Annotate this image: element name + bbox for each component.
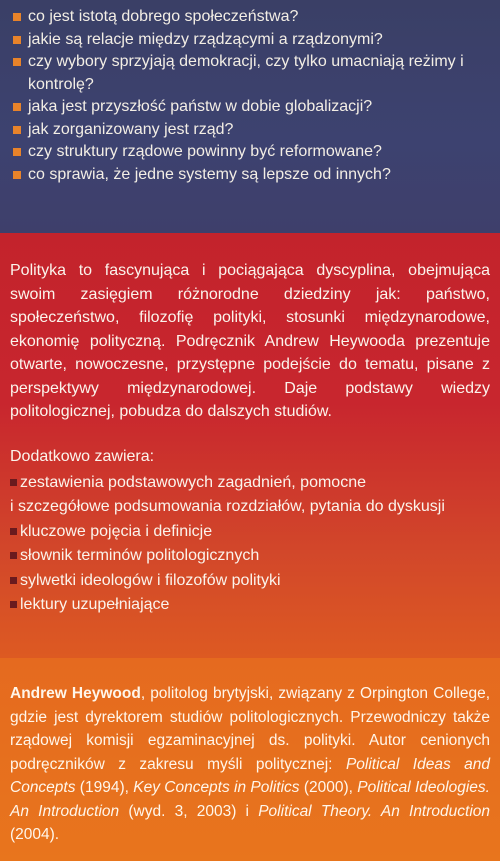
extras-item-text: kluczowe pojęcia i definicje — [20, 522, 213, 540]
extras-item-text: lektury uzupełniające — [20, 596, 170, 613]
square-bullet-icon — [13, 126, 21, 134]
extras-item — [10, 544, 490, 569]
author-bio-text: , politolog brytyjski, związany z Orpington College, gdzie jest dyrektorem studiów politologicznych. Przewodniczy także rządowej komisji egzaminacyjnej ds. polityki. Autor cenionych podręczników z zakresu myśli politycznej: — [10, 685, 490, 773]
question-text: czy struktury rządowe powinny być reformowane? — [28, 143, 382, 160]
extras-item-text: słownik terminów politologicznych — [20, 547, 260, 564]
extras-item — [10, 593, 490, 618]
square-bullet-icon — [13, 36, 21, 44]
book-title: Political Ideas and Concepts — [10, 755, 490, 796]
question-text: jaka jest przyszłość państw w dobie globalizacji? — [28, 98, 373, 115]
questions-list — [10, 6, 488, 186]
square-bullet-icon — [13, 13, 21, 21]
extras-heading: Dodatkowo zawiera: — [10, 447, 155, 465]
square-bullet-icon — [13, 171, 21, 179]
square-bullet-icon — [10, 577, 17, 584]
square-bullet-icon — [10, 601, 17, 608]
extras-item — [10, 471, 490, 520]
question-text: co jest istotą dobrego społeczeństwa? — [28, 8, 299, 25]
square-bullet-icon — [13, 58, 21, 66]
question-text: czy wybory sprzyjają demokracji, czy tylko umacniają reżimy i kontrolę? — [28, 53, 464, 93]
square-bullet-icon — [10, 479, 17, 486]
book-title: Key Concepts in Politics — [133, 779, 300, 796]
book-title: Political Ideologies. An Introduction — [10, 779, 490, 820]
description-paragraph: Polityka to fascynująca i pociągająca dyscyplina, obejmująca swoim zasięgiem różnorodne dziedziny jak: państwo, społeczeństwo, filozofię polityki, stosunki międzynarodowe, ekonomię polityczną. Podręcznik Andrew Heywooda prezentuje otwarte, nowoczesne, przystępne podejście do tematu, pisane z perspektywy międzynarodowej. Daje podstawy wiedzy politologicznej, pobudza do dalszych studiów. — [10, 262, 490, 420]
square-bullet-icon — [13, 148, 21, 156]
question-text: co sprawia, że jedne systemy są lepsze od innych? — [28, 165, 391, 183]
square-bullet-icon — [10, 528, 17, 535]
extras-item-text: zestawienia podstawowych zagadnień, pomocne — [20, 473, 366, 491]
extras-item-continuation: i szczegółowe podsumowania rozdziałów, pytania do dyskusji — [10, 498, 445, 515]
author-section — [0, 658, 500, 861]
question-item — [10, 164, 488, 187]
question-item — [10, 119, 488, 142]
author-bio — [10, 682, 490, 847]
description-section — [0, 233, 500, 658]
extras-list — [10, 471, 490, 618]
book-title: Political Theory. An Introduction — [258, 802, 491, 820]
square-bullet-icon — [13, 103, 21, 111]
extras-item — [10, 569, 490, 594]
square-bullet-icon — [10, 552, 17, 559]
extras-item-text: sylwetki ideologów i filozofów polityki — [20, 571, 281, 589]
question-item — [10, 6, 488, 29]
extras-item — [10, 520, 490, 545]
book-year: (2000), — [299, 779, 358, 796]
book-year: (2004). — [10, 826, 60, 843]
question-item — [10, 96, 488, 119]
question-text: jakie są relacje między rządzącymi a rządzonymi? — [28, 30, 383, 48]
question-item — [10, 141, 488, 164]
book-year: (1994), — [75, 779, 134, 796]
author-name: Andrew Heywood — [10, 685, 141, 702]
book-year: (wyd. 3, 2003) i — [119, 802, 259, 820]
question-text: jak zorganizowany jest rząd? — [28, 120, 234, 138]
question-item — [10, 51, 488, 96]
questions-section — [0, 0, 500, 233]
question-item — [10, 29, 488, 52]
